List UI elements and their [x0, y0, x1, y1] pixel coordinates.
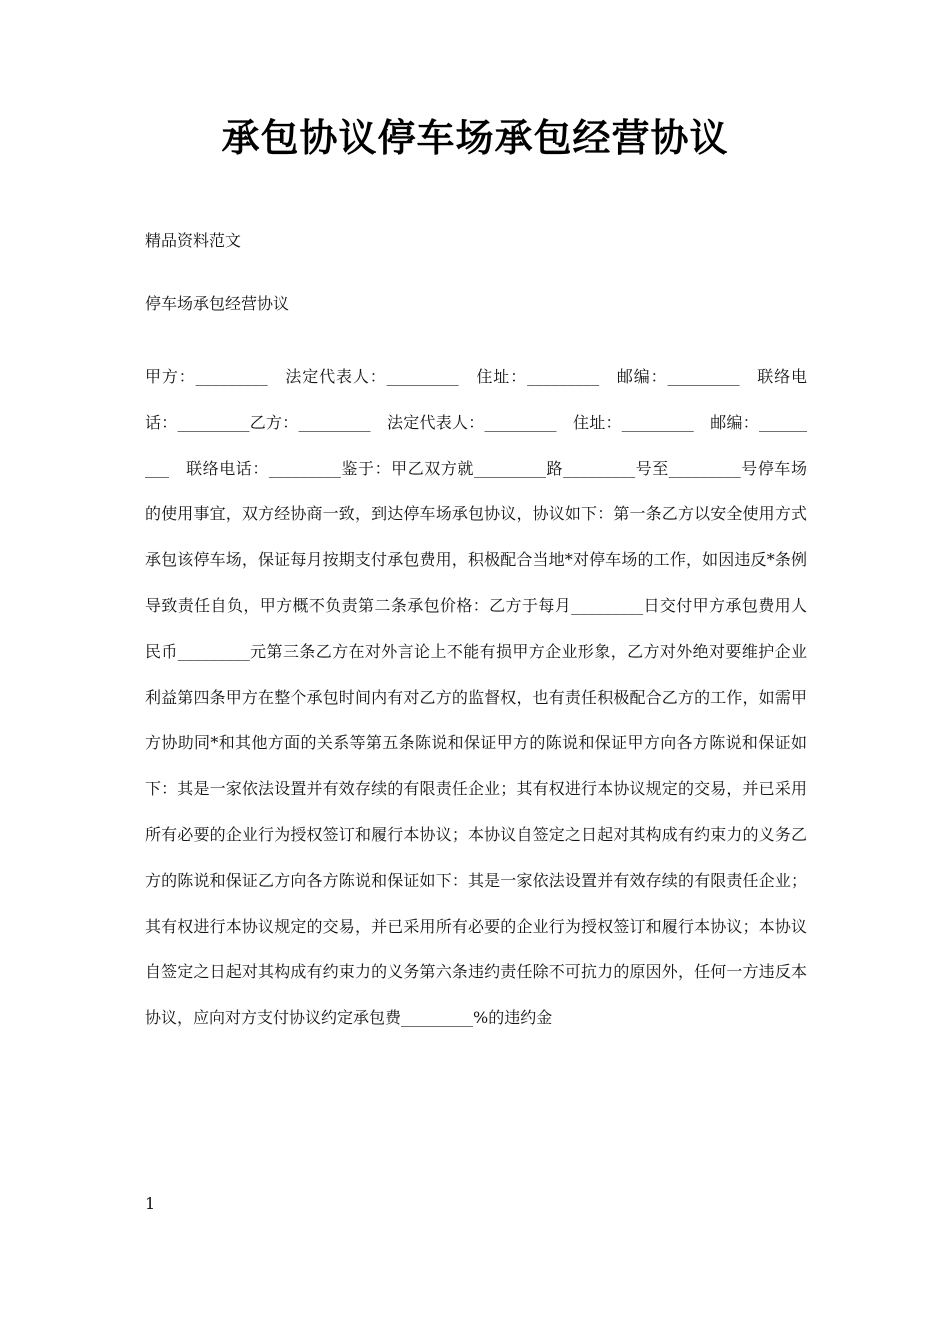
subtitle-agreement-name: 停车场承包经营协议	[145, 294, 290, 313]
subtitle-sample-label: 精品资料范文	[145, 231, 242, 250]
page-number: 1	[145, 1194, 156, 1213]
document-title: 承包协议停车场承包经营协议	[221, 115, 729, 160]
agreement-body-paragraph: 甲方：_________ 法定代表人：_________ 住址：_________ 邮编：_________ 联络电话：_________乙方：_________ 法定代表人：_________ 住址：_________ 邮编：_________ 联络电话：_________鉴于：甲乙双方就_________路_________号至_________号停车场的使用事宜，双方经协商一致，到达停车场承包协议，协议如下：第一条乙方以安全使用方式承包该停车场，保证每月按期支付承包费用，积极配合当地*对停车场的工作，如因违反*条例导致责任自负，甲方概不负责第二条承包价格：乙方于每月_________日交付甲方承包费用人民币_________元第三条乙方在对外言论上不能有损甲方企业形象，乙方对外绝对要维护企业利益第四条甲方在整个承包时间内有对乙方的监督权，也有责任积极配合乙方的工作，如需甲方协助同*和其他方面的关系等第五条陈说和保证甲方的陈说和保证甲方向各方陈说和保证如下：其是一家依法设置并有效存续的有限责任企业；其有权进行本协议规定的交易，并已采用所有必要的企业行为授权签订和履行本协议；本协议自签定之日起对其构成有约束力的义务乙方的陈说和保证乙方向各方陈说和保证如下：其是一家依法设置并有效存续的有限责任企业；其有权进行本协议规定的交易，并已采用所有必要的企业行为授权签订和履行本协议；本协议自签定之日起对其构成有约束力的义务第六条违约责任除不可抗力的原因外，任何一方违反本协议，应向对方支付协议约定承包费_________%的违约金	[145, 367, 807, 1028]
